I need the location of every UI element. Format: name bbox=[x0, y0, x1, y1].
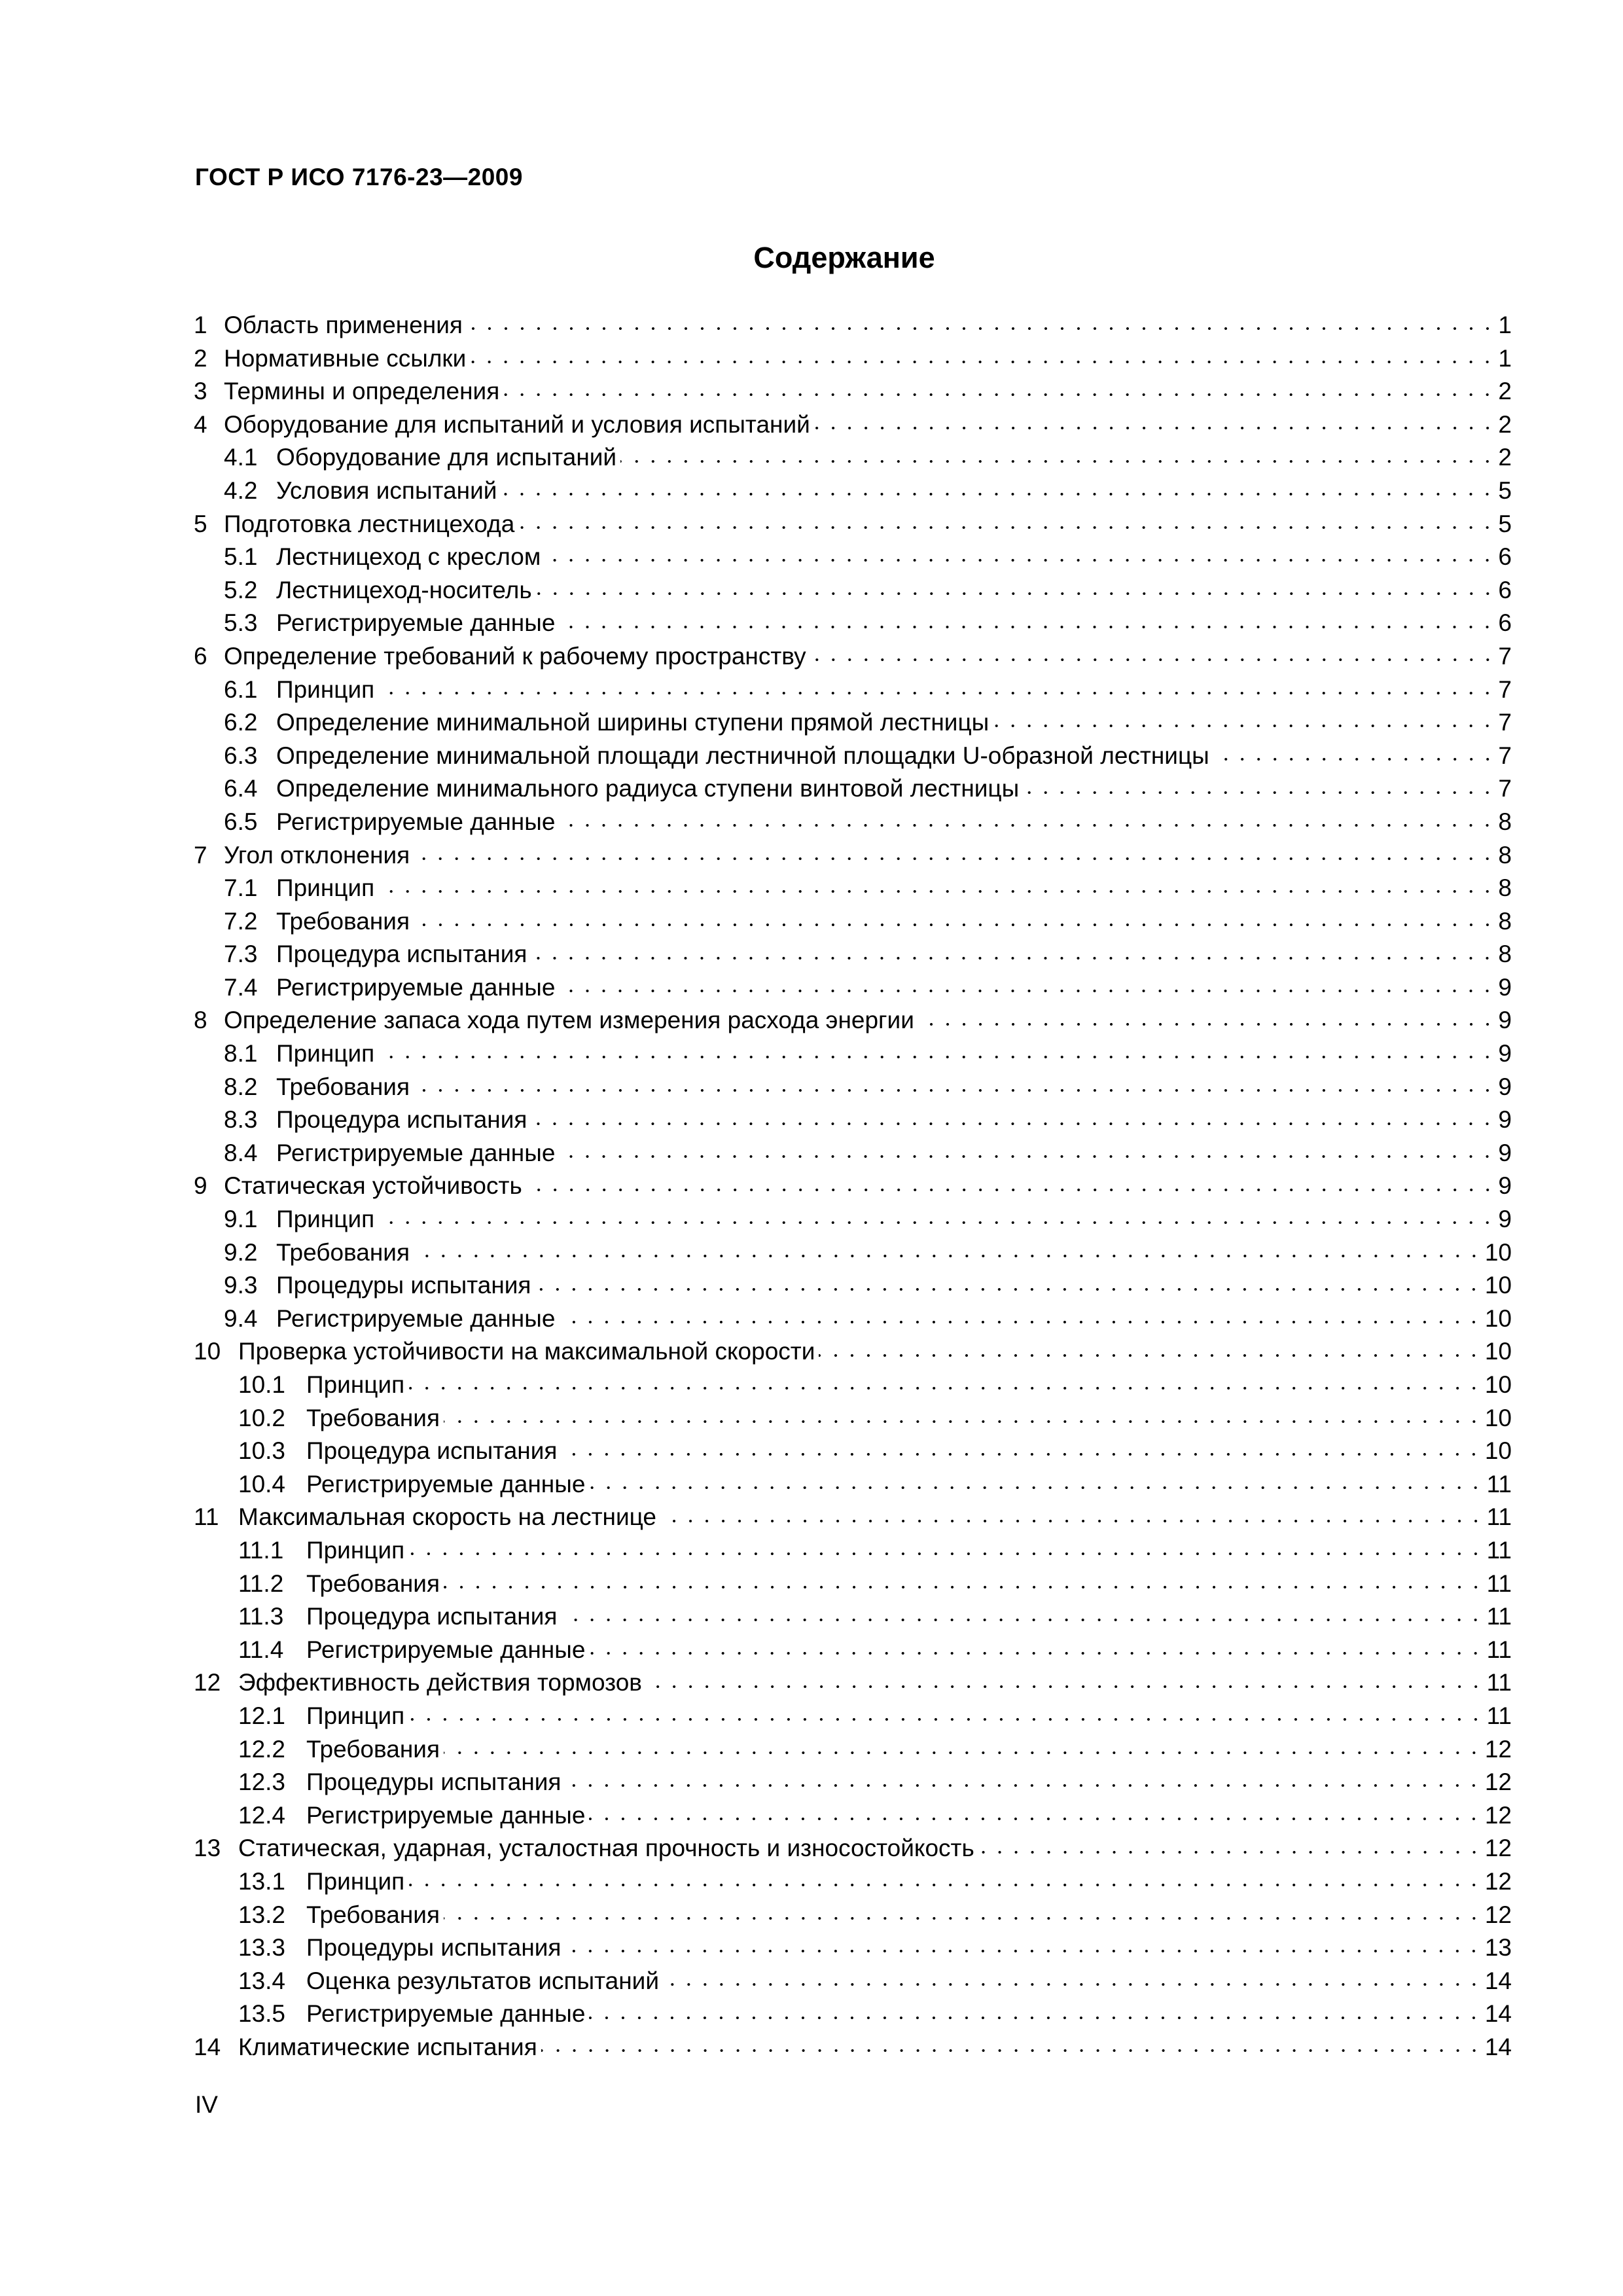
dot-leader bbox=[918, 1022, 1496, 1027]
toc-entry-number: 13.2 bbox=[238, 1901, 286, 1928]
toc-entry-page: 14 bbox=[1484, 2000, 1512, 2028]
toc-entry-title: Принцип bbox=[306, 1702, 405, 1729]
toc-entry-title: Регистрируемые данные bbox=[306, 1636, 586, 1663]
toc-entry[interactable] bbox=[194, 1435, 1512, 1468]
toc-entry[interactable] bbox=[194, 1600, 1512, 1634]
toc-entry-title: Процедура испытания bbox=[276, 1106, 527, 1134]
toc-entry[interactable] bbox=[194, 1335, 1512, 1369]
toc-entry-title: Нормативные ссылки bbox=[224, 344, 467, 372]
toc-entry-title: Регистрируемые данные bbox=[276, 808, 556, 835]
toc-entry-title: Максимальная скорость на лестнице bbox=[238, 1503, 656, 1531]
toc-entry-page: 2 bbox=[1498, 410, 1512, 438]
toc-entry-number: 1 bbox=[194, 312, 207, 338]
dot-leader bbox=[408, 1386, 1482, 1391]
toc-entry-title: Требования bbox=[306, 1404, 440, 1431]
toc-entry[interactable] bbox=[194, 1899, 1512, 1932]
dot-leader bbox=[993, 723, 1495, 728]
dot-leader bbox=[378, 691, 1495, 696]
toc-entry-page: 8 bbox=[1498, 907, 1512, 935]
toc-entry[interactable] bbox=[194, 1137, 1512, 1170]
toc-entry-page: 7 bbox=[1498, 742, 1512, 769]
toc-entry-title: Требования bbox=[276, 907, 410, 935]
toc-entry[interactable] bbox=[194, 1071, 1512, 1104]
dot-leader bbox=[1023, 790, 1495, 795]
toc-entry[interactable] bbox=[194, 607, 1512, 640]
toc-entry-page: 8 bbox=[1498, 841, 1512, 869]
dot-leader bbox=[663, 1982, 1482, 1987]
dot-leader bbox=[444, 1585, 1484, 1590]
toc-entry-page: 5 bbox=[1498, 510, 1512, 537]
toc-entry-page: 9 bbox=[1498, 1172, 1512, 1200]
toc-entry-title: Лестницеход с креслом bbox=[276, 543, 541, 571]
dot-leader bbox=[444, 1916, 1482, 1921]
toc-entry-number: 4.1 bbox=[224, 444, 258, 471]
toc-entry-title: Принцип bbox=[306, 1371, 405, 1398]
dot-leader bbox=[559, 988, 1495, 994]
toc-entry-number: 5.2 bbox=[224, 576, 258, 603]
toc-entry-page: 1 bbox=[1498, 312, 1512, 338]
toc-entry-page: 9 bbox=[1498, 1139, 1512, 1166]
toc-entry[interactable] bbox=[194, 1501, 1512, 1534]
toc-entry[interactable] bbox=[194, 1103, 1512, 1137]
toc-entry[interactable] bbox=[194, 574, 1512, 607]
toc-entry-number: 12.3 bbox=[238, 1768, 286, 1796]
dot-leader bbox=[414, 1253, 1482, 1259]
toc-entry[interactable] bbox=[194, 1832, 1512, 1865]
toc-entry-number: 9.2 bbox=[224, 1238, 258, 1266]
toc-entry-title: Регистрируемые данные bbox=[306, 1801, 586, 1829]
toc-entry-page: 6 bbox=[1498, 543, 1512, 571]
toc-entry-title: Термины и определения bbox=[224, 378, 500, 405]
toc-entry-title: Принцип bbox=[276, 1040, 375, 1067]
toc-entry[interactable] bbox=[194, 441, 1512, 475]
toc-entry-number: 5.1 bbox=[224, 543, 258, 571]
toc-entry-number: 13.5 bbox=[238, 2000, 286, 2028]
dot-leader bbox=[414, 922, 1495, 927]
toc-entry-page: 11 bbox=[1486, 1536, 1512, 1564]
dot-leader bbox=[378, 1054, 1495, 1060]
toc-entry-page: 12 bbox=[1484, 1835, 1512, 1862]
dot-leader bbox=[378, 889, 1495, 894]
toc-entry[interactable] bbox=[194, 1302, 1512, 1336]
toc-entry[interactable] bbox=[194, 508, 1512, 541]
toc-entry-page: 7 bbox=[1498, 642, 1512, 670]
toc-entry-page: 9 bbox=[1498, 1206, 1512, 1233]
toc-entry[interactable] bbox=[194, 872, 1512, 905]
toc-entry-number: 3 bbox=[194, 378, 207, 405]
dot-leader bbox=[535, 1287, 1482, 1292]
toc-entry-title: Климатические испытания bbox=[238, 2033, 537, 2060]
toc-entry-number: 7 bbox=[194, 841, 207, 869]
toc-entry-page: 8 bbox=[1498, 874, 1512, 902]
dot-leader bbox=[467, 326, 1495, 331]
toc-entry-number: 9.4 bbox=[224, 1304, 258, 1332]
dot-leader bbox=[408, 1882, 1482, 1888]
toc-entry-title: Требования bbox=[306, 1570, 440, 1597]
toc-entry[interactable] bbox=[194, 1534, 1512, 1568]
toc-entry-title: Регистрируемые данные bbox=[306, 1470, 586, 1498]
dot-leader bbox=[501, 492, 1495, 497]
dot-leader bbox=[589, 1816, 1482, 1821]
toc-entry-title: Статическая устойчивость bbox=[224, 1172, 522, 1200]
dot-leader bbox=[531, 956, 1495, 961]
toc-entry-number: 12.1 bbox=[238, 1702, 286, 1729]
toc-entry[interactable] bbox=[194, 1666, 1512, 1700]
toc-entry-number: 8.1 bbox=[224, 1040, 258, 1067]
dot-leader bbox=[1213, 757, 1496, 762]
toc-entry[interactable] bbox=[194, 839, 1512, 872]
toc-entry-number: 10.3 bbox=[238, 1437, 286, 1465]
toc-entry-title: Требования bbox=[276, 1238, 410, 1266]
contents-title: Содержание bbox=[753, 241, 935, 274]
toc-entry-page: 11 bbox=[1486, 1636, 1512, 1663]
toc-entry[interactable] bbox=[194, 475, 1512, 508]
toc-entry[interactable] bbox=[194, 1004, 1512, 1037]
toc-entry[interactable] bbox=[194, 938, 1512, 971]
toc-entry-number: 12.4 bbox=[238, 1801, 286, 1829]
toc-entry[interactable] bbox=[194, 1965, 1512, 1998]
toc-entry-title: Принцип bbox=[306, 1536, 405, 1564]
dot-leader bbox=[559, 823, 1495, 828]
toc-entry-title: Требования bbox=[306, 1735, 440, 1763]
toc-entry-page: 1 bbox=[1498, 344, 1512, 372]
toc-entry-page: 8 bbox=[1498, 808, 1512, 835]
toc-entry-title: Регистрируемые данные bbox=[276, 973, 556, 1001]
toc-entry-number: 6.3 bbox=[224, 742, 258, 769]
dot-leader bbox=[544, 558, 1495, 563]
toc-entry-number: 6.2 bbox=[224, 709, 258, 736]
toc-entry-number: 8 bbox=[194, 1007, 207, 1034]
toc-entry-number: 10 bbox=[194, 1338, 221, 1365]
toc-entry-number: 7.1 bbox=[224, 874, 258, 902]
toc-entry-page: 11 bbox=[1486, 1503, 1512, 1531]
toc-entry[interactable] bbox=[194, 673, 1512, 707]
toc-entry-title: Процедура испытания bbox=[306, 1437, 558, 1465]
toc-entry-number: 7.2 bbox=[224, 907, 258, 935]
dot-leader bbox=[536, 591, 1496, 596]
toc-entry-page: 11 bbox=[1486, 1669, 1512, 1696]
toc-entry[interactable] bbox=[194, 408, 1512, 442]
toc-entry[interactable] bbox=[194, 342, 1512, 376]
toc-entry-title: Регистрируемые данные bbox=[276, 1139, 556, 1166]
dot-leader bbox=[565, 1783, 1482, 1788]
dot-leader bbox=[561, 1617, 1484, 1623]
dot-leader bbox=[660, 1518, 1484, 1524]
toc-entry-number: 11.1 bbox=[238, 1536, 284, 1564]
dot-leader bbox=[589, 2015, 1482, 2020]
toc-entry-number: 13.3 bbox=[238, 1934, 286, 1962]
dot-leader bbox=[646, 1684, 1484, 1689]
toc-entry-page: 9 bbox=[1498, 973, 1512, 1001]
toc-entry-title: Определение требований к рабочему пространству bbox=[224, 642, 806, 670]
table-of-contents bbox=[194, 309, 1512, 2064]
dot-leader bbox=[620, 459, 1495, 464]
toc-entry-page: 10 bbox=[1484, 1272, 1512, 1299]
toc-entry-title: Принцип bbox=[306, 1867, 405, 1895]
toc-entry[interactable] bbox=[194, 1568, 1512, 1601]
toc-entry-page: 9 bbox=[1498, 1007, 1512, 1034]
toc-entry[interactable] bbox=[194, 1402, 1512, 1435]
toc-entry-title: Проверка устойчивости на максимальной скорости bbox=[238, 1338, 815, 1365]
toc-entry-number: 2 bbox=[194, 344, 207, 372]
toc-entry-number: 13 bbox=[194, 1835, 221, 1862]
toc-entry-page: 9 bbox=[1498, 1073, 1512, 1100]
toc-entry-title: Требования bbox=[276, 1073, 410, 1100]
toc-entry-page: 12 bbox=[1484, 1901, 1512, 1928]
dot-leader bbox=[378, 1220, 1495, 1225]
toc-entry-number: 6 bbox=[194, 642, 207, 670]
toc-entry[interactable] bbox=[194, 971, 1512, 1005]
toc-entry-title: Требования bbox=[306, 1901, 440, 1928]
toc-entry[interactable] bbox=[194, 1037, 1512, 1071]
toc-entry-title: Принцип bbox=[276, 874, 375, 902]
toc-entry-title: Оборудование для испытаний и условия испытаний bbox=[224, 410, 810, 438]
toc-entry[interactable] bbox=[194, 706, 1512, 740]
toc-entry-title: Статическая, ударная, усталостная прочность и износостойкость bbox=[238, 1835, 974, 1862]
toc-entry-title: Условия испытаний bbox=[276, 476, 497, 504]
dot-leader bbox=[589, 1651, 1484, 1656]
toc-entry-title: Определение минимальной ширины ступени прямой лестницы bbox=[276, 709, 990, 736]
toc-entry-number: 10.1 bbox=[238, 1371, 286, 1398]
toc-entry-page: 2 bbox=[1498, 444, 1512, 471]
toc-entry-page: 10 bbox=[1484, 1371, 1512, 1398]
toc-entry[interactable] bbox=[194, 640, 1512, 673]
toc-entry-number: 6.4 bbox=[224, 775, 258, 802]
toc-entry-number: 11.3 bbox=[238, 1603, 284, 1630]
toc-entry-page: 10 bbox=[1484, 1437, 1512, 1465]
dot-leader bbox=[503, 392, 1495, 397]
dot-leader bbox=[470, 359, 1495, 365]
toc-entry-number: 11 bbox=[194, 1503, 219, 1531]
toc-entry-title: Процедура испытания bbox=[276, 941, 527, 968]
toc-entry-page: 6 bbox=[1498, 576, 1512, 603]
toc-entry-number: 10.4 bbox=[238, 1470, 286, 1498]
toc-entry-page: 11 bbox=[1486, 1470, 1512, 1498]
toc-entry-page: 13 bbox=[1484, 1934, 1512, 1962]
toc-entry-number: 5.3 bbox=[224, 609, 258, 637]
toc-entry[interactable] bbox=[194, 1931, 1512, 1965]
dot-leader bbox=[559, 1154, 1495, 1159]
dot-leader bbox=[559, 624, 1495, 630]
toc-entry-number: 9.1 bbox=[224, 1206, 258, 1233]
toc-entry[interactable] bbox=[194, 1733, 1512, 1767]
toc-entry-number: 10.2 bbox=[238, 1404, 286, 1431]
toc-entry-title: Лестницеход-носитель bbox=[276, 576, 532, 603]
dot-leader bbox=[561, 1452, 1482, 1457]
toc-entry-page: 14 bbox=[1484, 2033, 1512, 2060]
toc-entry-page: 10 bbox=[1484, 1238, 1512, 1266]
toc-entry-number: 11.2 bbox=[238, 1570, 284, 1597]
document-header: ГОСТ Р ИСО 7176-23—2009 bbox=[195, 164, 523, 190]
toc-entry-number: 8.2 bbox=[224, 1073, 258, 1100]
toc-entry-title: Определение запаса хода путем измерения расхода энергии bbox=[224, 1007, 914, 1034]
toc-entry-number: 4.2 bbox=[224, 476, 258, 504]
toc-entry[interactable] bbox=[194, 905, 1512, 939]
toc-entry-page: 5 bbox=[1498, 476, 1512, 504]
toc-entry-page: 9 bbox=[1498, 1040, 1512, 1067]
toc-entry-number: 7.3 bbox=[224, 941, 258, 968]
toc-entry-title: Процедура испытания bbox=[306, 1603, 558, 1630]
toc-entry-page: 7 bbox=[1498, 709, 1512, 736]
toc-entry-title: Процедуры испытания bbox=[306, 1934, 562, 1962]
toc-entry-page: 14 bbox=[1484, 1967, 1512, 1994]
toc-entry-page: 11 bbox=[1486, 1603, 1512, 1630]
toc-entry-number: 8.4 bbox=[224, 1139, 258, 1166]
toc-entry-title: Регистрируемые данные bbox=[276, 1304, 556, 1332]
toc-entry-page: 12 bbox=[1484, 1735, 1512, 1763]
page-number: IV bbox=[195, 2091, 218, 2118]
toc-entry-number: 11.4 bbox=[238, 1636, 284, 1663]
toc-entry-number: 12.2 bbox=[238, 1735, 286, 1763]
dot-leader bbox=[518, 525, 1495, 530]
dot-leader bbox=[559, 1319, 1482, 1325]
dot-leader bbox=[531, 1121, 1495, 1126]
toc-entry[interactable] bbox=[194, 1236, 1512, 1270]
toc-entry-title: Принцип bbox=[276, 1206, 375, 1233]
toc-entry-page: 2 bbox=[1498, 378, 1512, 405]
toc-entry[interactable] bbox=[194, 1468, 1512, 1501]
toc-entry-page: 9 bbox=[1498, 1106, 1512, 1134]
toc-entry-page: 12 bbox=[1484, 1867, 1512, 1895]
toc-entry[interactable] bbox=[194, 375, 1512, 408]
dot-leader bbox=[408, 1551, 1484, 1556]
toc-entry[interactable] bbox=[194, 1203, 1512, 1236]
toc-entry-title: Угол отклонения bbox=[224, 841, 410, 869]
toc-entry[interactable] bbox=[194, 1369, 1512, 1402]
toc-entry[interactable] bbox=[194, 772, 1512, 806]
toc-entry-number: 8.3 bbox=[224, 1106, 258, 1134]
toc-entry[interactable] bbox=[194, 1634, 1512, 1667]
dot-leader bbox=[819, 1353, 1482, 1358]
toc-entry-page: 7 bbox=[1498, 675, 1512, 703]
toc-entry-title: Подготовка лестницехода bbox=[224, 510, 515, 537]
dot-leader bbox=[444, 1419, 1482, 1424]
toc-entry[interactable] bbox=[194, 309, 1512, 342]
dot-leader bbox=[978, 1850, 1482, 1855]
toc-entry-title: Эффективность действия тормозов bbox=[238, 1669, 642, 1696]
dot-leader bbox=[444, 1750, 1482, 1755]
toc-entry[interactable] bbox=[194, 1998, 1512, 2031]
toc-entry-page: 11 bbox=[1486, 1702, 1512, 1729]
dot-leader bbox=[541, 2048, 1482, 2053]
toc-entry-title: Процедуры испытания bbox=[276, 1272, 531, 1299]
toc-entry-number: 7.4 bbox=[224, 973, 258, 1001]
toc-entry-number: 12 bbox=[194, 1669, 221, 1696]
toc-entry[interactable] bbox=[194, 806, 1512, 839]
toc-entry-title: Регистрируемые данные bbox=[276, 609, 556, 637]
toc-entry[interactable] bbox=[194, 2031, 1512, 2064]
toc-entry-page: 12 bbox=[1484, 1768, 1512, 1796]
dot-leader bbox=[814, 425, 1496, 431]
dot-leader bbox=[810, 657, 1496, 662]
dot-leader bbox=[414, 856, 1495, 861]
toc-entry-number: 13.1 bbox=[238, 1867, 286, 1895]
toc-entry-number: 6.5 bbox=[224, 808, 258, 835]
toc-entry[interactable] bbox=[194, 1269, 1512, 1302]
toc-entry[interactable] bbox=[194, 1700, 1512, 1733]
toc-entry-title: Процедуры испытания bbox=[306, 1768, 562, 1796]
toc-entry-title: Определение минимальной площади лестничной площадки U-образной лестницы bbox=[276, 742, 1209, 769]
toc-entry[interactable] bbox=[194, 1799, 1512, 1833]
toc-entry[interactable] bbox=[194, 740, 1512, 773]
toc-entry-number: 6.1 bbox=[224, 675, 258, 703]
toc-entry-title: Определение минимального радиуса ступени винтовой лестницы bbox=[276, 775, 1020, 802]
toc-entry-number: 9 bbox=[194, 1172, 207, 1200]
toc-entry-title: Регистрируемые данные bbox=[306, 2000, 586, 2028]
dot-leader bbox=[526, 1187, 1496, 1193]
toc-entry-page: 11 bbox=[1486, 1570, 1512, 1597]
toc-entry[interactable] bbox=[194, 1766, 1512, 1799]
toc-entry-page: 12 bbox=[1484, 1801, 1512, 1829]
toc-entry-number: 13.4 bbox=[238, 1967, 286, 1994]
toc-entry-page: 10 bbox=[1484, 1338, 1512, 1365]
toc-entry-number: 14 bbox=[194, 2033, 221, 2060]
dot-leader bbox=[408, 1717, 1484, 1722]
dot-leader bbox=[414, 1088, 1495, 1093]
toc-entry-page: 10 bbox=[1484, 1304, 1512, 1332]
toc-entry-title: Область применения bbox=[224, 312, 463, 338]
toc-entry-page: 10 bbox=[1484, 1404, 1512, 1431]
toc-entry-title: Принцип bbox=[276, 675, 375, 703]
toc-entry-number: 9.3 bbox=[224, 1272, 258, 1299]
toc-entry[interactable] bbox=[194, 1170, 1512, 1203]
toc-entry-title: Оценка результатов испытаний bbox=[306, 1967, 659, 1994]
toc-entry-number: 4 bbox=[194, 410, 207, 438]
toc-entry-page: 8 bbox=[1498, 941, 1512, 968]
toc-entry-page: 7 bbox=[1498, 775, 1512, 802]
dot-leader bbox=[589, 1485, 1484, 1490]
dot-leader bbox=[565, 1948, 1482, 1954]
toc-entry[interactable] bbox=[194, 1865, 1512, 1899]
toc-entry-number: 5 bbox=[194, 510, 207, 537]
toc-entry-title: Оборудование для испытаний bbox=[276, 444, 617, 471]
toc-entry[interactable] bbox=[194, 541, 1512, 574]
toc-entry-page: 6 bbox=[1498, 609, 1512, 637]
